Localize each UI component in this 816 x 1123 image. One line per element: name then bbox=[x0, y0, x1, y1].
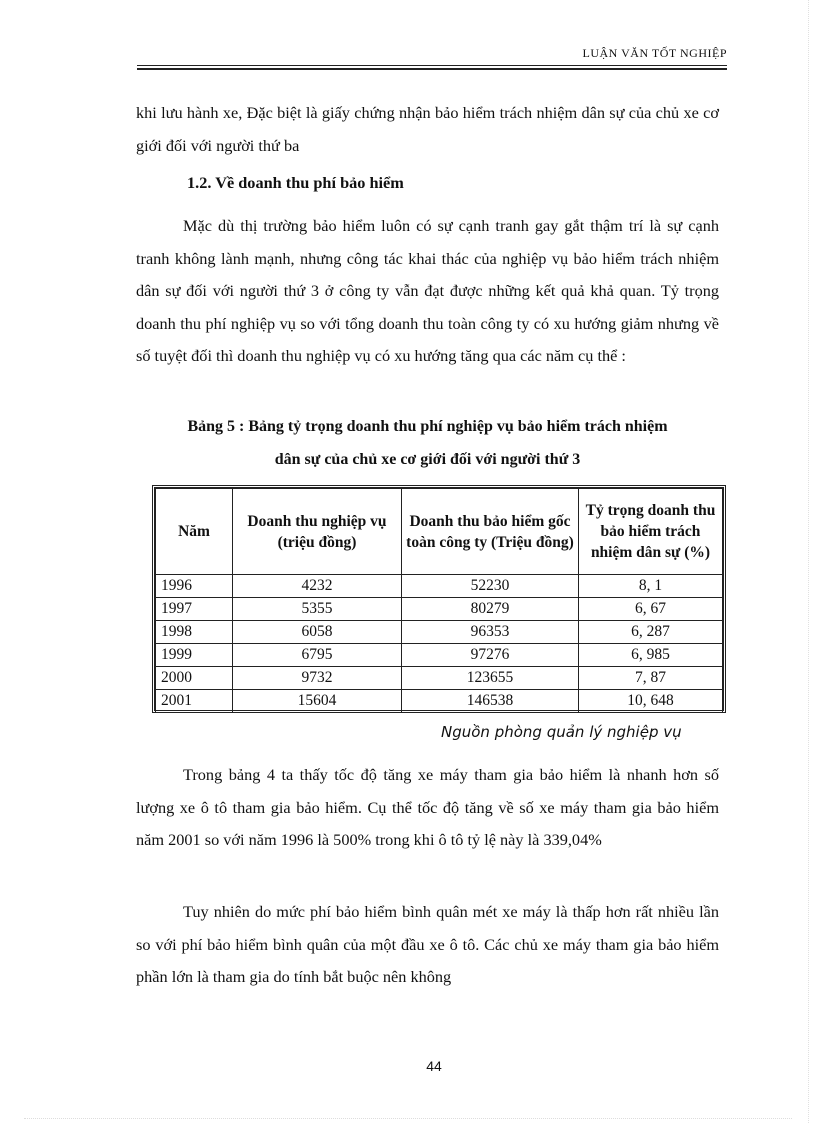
paragraph-premium: Tuy nhiên do mức phí bảo hiểm bình quân mét xe máy là thấp hơn rất nhiều lần so với phí bảo hiểm bình quân của một đầu xe ô tô. Các chủ xe máy tham gia bảo hiểm phần lớn là tham gia do tính bắt buộc nên không bbox=[136, 902, 719, 987]
paragraph-revenue: Mặc dù thị trường bảo hiểm luôn có sự cạnh tranh gay gắt thậm trí là sự cạnh tranh không lành mạnh, nhưng công tác khai thác của nghiệp vụ bảo hiểm trách nhiệm dân sự đối với người thứ 3 ở công ty vẫn đạt được những kết quả khả quan. Tỷ trọng doanh thu phí nghiệp vụ so với tổng doanh thu toàn công ty có xu hướng giảm nhưng về số tuyệt đối thì doanh thu nghiệp vụ có xu hướng tăng qua các năm cụ thể : bbox=[136, 216, 719, 366]
table-row bbox=[156, 598, 723, 621]
cell-business-revenue: 4232 bbox=[233, 575, 402, 598]
table-row bbox=[156, 575, 723, 598]
cell-share: 7, 87 bbox=[579, 667, 723, 690]
cell-company-revenue: 96353 bbox=[402, 621, 579, 644]
header-title: LUẬN VĂN TỐT NGHIỆP bbox=[582, 46, 727, 60]
cell-year: 1998 bbox=[156, 621, 233, 644]
table-row bbox=[156, 667, 723, 690]
table-row bbox=[156, 690, 723, 713]
cell-year: 1999 bbox=[156, 644, 233, 667]
cell-share: 8, 1 bbox=[579, 575, 723, 598]
cell-company-revenue: 80279 bbox=[402, 598, 579, 621]
cell-year: 1997 bbox=[156, 598, 233, 621]
cell-share: 6, 67 bbox=[579, 598, 723, 621]
cell-share: 6, 985 bbox=[579, 644, 723, 667]
paragraph-growth: Trong bảng 4 ta thấy tốc độ tăng xe máy tham gia bảo hiểm là nhanh hơn số lượng xe ô tô tham gia bảo hiểm. Cụ thể tốc độ tăng về số xe máy tham gia bảo hiểm năm 2001 so với năm 1996 là 500% trong khi ô tô tỷ lệ này là 339,04% bbox=[136, 765, 719, 850]
table-header-row bbox=[156, 489, 723, 575]
cell-business-revenue: 6795 bbox=[233, 644, 402, 667]
cell-business-revenue: 5355 bbox=[233, 598, 402, 621]
table-row bbox=[156, 644, 723, 667]
header-year: Năm bbox=[156, 489, 233, 575]
page-right-divider bbox=[808, 0, 809, 1123]
header-rule-thick bbox=[137, 68, 727, 70]
page-number: 44 bbox=[426, 1058, 442, 1074]
cell-business-revenue: 15604 bbox=[233, 690, 402, 713]
page-bottom-divider bbox=[24, 1118, 792, 1119]
cell-business-revenue: 9732 bbox=[233, 667, 402, 690]
revenue-table-grid bbox=[155, 488, 723, 713]
cell-company-revenue: 97276 bbox=[402, 644, 579, 667]
header-company-revenue: Doanh thu bảo hiểm gốc toàn công ty (Triệu đồng) bbox=[402, 489, 579, 575]
table-caption-line1: Bảng 5 : Bảng tỷ trọng doanh thu phí nghiệp vụ bảo hiểm trách nhiệm bbox=[187, 418, 668, 435]
cell-company-revenue: 52230 bbox=[402, 575, 579, 598]
table-source-note: Nguồn phòng quản lý nghiệp vụ bbox=[441, 723, 682, 741]
cell-company-revenue: 123655 bbox=[402, 667, 579, 690]
table-caption-line2: dân sự của chủ xe cơ giới đối với người thứ 3 bbox=[274, 451, 581, 468]
table-row bbox=[156, 621, 723, 644]
paragraph-intro: khi lưu hành xe, Đặc biệt là giấy chứng nhận bảo hiểm trách nhiệm dân sự của chủ xe cơ giới đối với người thứ ba bbox=[136, 103, 719, 155]
header-share: Tỷ trọng doanh thu bảo hiểm trách nhiệm dân sự (%) bbox=[579, 489, 723, 575]
revenue-table bbox=[152, 485, 726, 713]
cell-business-revenue: 6058 bbox=[233, 621, 402, 644]
header-business-revenue: Doanh thu nghiệp vụ (triệu đồng) bbox=[233, 489, 402, 575]
cell-share: 6, 287 bbox=[579, 621, 723, 644]
cell-company-revenue: 146538 bbox=[402, 690, 579, 713]
page-header bbox=[137, 46, 727, 70]
cell-year: 2000 bbox=[156, 667, 233, 690]
section-heading: 1.2. Về doanh thu phí bảo hiểm bbox=[187, 173, 404, 192]
cell-share: 10, 648 bbox=[579, 690, 723, 713]
cell-year: 1996 bbox=[156, 575, 233, 598]
cell-year: 2001 bbox=[156, 690, 233, 713]
header-rule-thin bbox=[137, 65, 727, 66]
